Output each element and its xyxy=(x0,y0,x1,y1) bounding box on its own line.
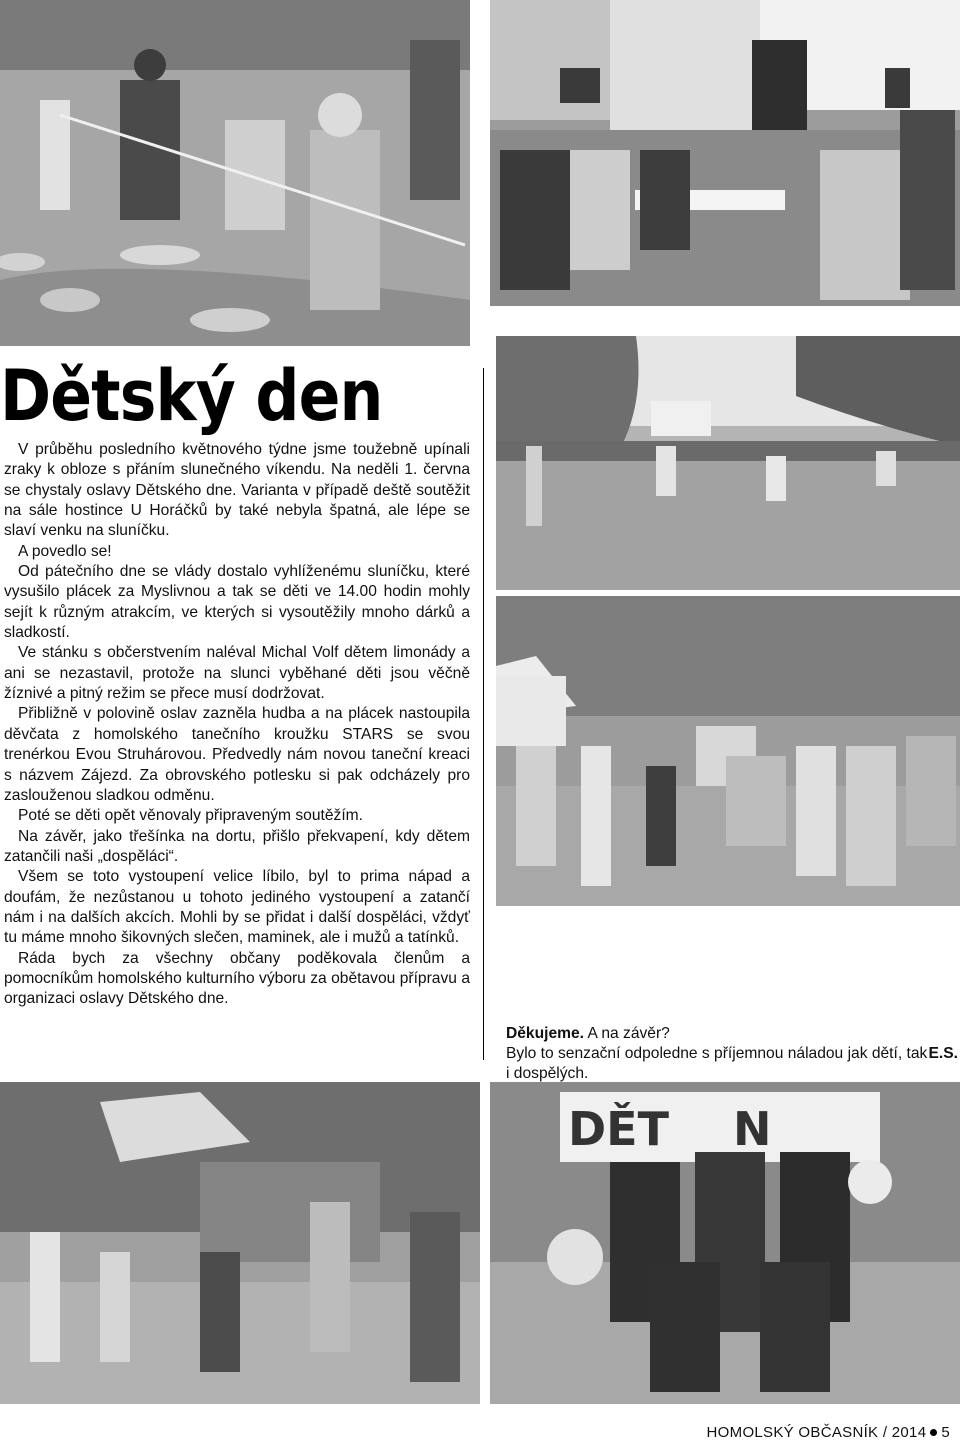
article-paragraph: Na závěr, jako třešínka na dortu, přišlo překvapení, kdy dětem zatančili naši „dospěláci“. xyxy=(4,827,470,865)
banner-text: DĚT N xyxy=(568,1102,772,1156)
article-paragraph: Ve stánku s občerstvením naléval Michal Volf dětem limonády a ani se nezastavil, protože na slunci vyběhané děti jsou věčně žíznivé a pitný režim se přece musí dodržovat. xyxy=(4,644,470,703)
caption-line2: Bylo to senzační odpoledne s příjemnou náladou jak dětí, tak i dospělých. xyxy=(506,1045,928,1082)
article-paragraph: Všem se toto vystoupení velice líbilo, byl to prima nápad a doufám, že nezůstanou u tohoto jediného vystoupení a zatančí nám i na dalších akcích. Mohli by se přidat i další dospěláci, vždyť tu máme mnoho šikovných slečen, maminek, ale i mužů a tatínků. xyxy=(4,868,470,947)
article-paragraph: Ráda bych za všechny občany poděkovala členům a pomocníkům homolského kulturního výboru za obětavou přípravu a organizaci oslavy Dětského dne. xyxy=(4,949,470,1008)
photo-crowd xyxy=(0,1082,480,1404)
page-number: 5 xyxy=(941,1424,950,1441)
photo-fishing xyxy=(0,0,470,346)
photo-table xyxy=(490,0,960,306)
bullet-icon xyxy=(930,1429,937,1436)
caption-bold: Děkujeme. xyxy=(506,1025,585,1042)
article-paragraph: Poté se děti opět věnovaly připraveným soutěžím. xyxy=(18,807,363,825)
photo-dance xyxy=(496,596,960,906)
article-paragraph: V průběhu posledního květnového týdne jsme toužebně upínali zraky k obloze s přáním slunečného víkendu. Na neděli 1. června se chystaly oslavy Dětského dne. Varianta v případě deště soutěžit na sále hostince U Horáčků by také nebyla špatná, ale lépe se slaví venku na sluníčku. xyxy=(4,441,470,540)
page-title: Dětský den xyxy=(0,355,383,437)
page-footer xyxy=(707,1424,950,1441)
photo-caption xyxy=(492,1024,958,1084)
article-paragraph: Od pátečního dne se vlády dostalo vyhlíženému sluníčku, které vysušilo plácek za Myslivnou a tak se děti ve 14.00 hodin mohly sejít k různým atrakcím, ve kterých si vysoutěžily mnoho dárků a sladkostí. xyxy=(4,563,470,642)
photo-adults xyxy=(490,1082,960,1404)
article-paragraph: A povedlo se! xyxy=(18,542,112,560)
issue-year: 2014 xyxy=(891,1424,927,1441)
article-paragraph: Přibližně v polovině oslav zazněla hudba a na plácek nastoupila děvčata z homolského tanečního kroužku STARS se svou trenérkou Evou Struhárovou. Předvedly nám novou taneční kreaci s názvem Zájezd. Za obrovského potlesku si pak odcházely pro zaslouženou sladkou odměnu. xyxy=(4,705,470,804)
caption-line1: A na závěr? xyxy=(584,1025,670,1042)
column-divider xyxy=(483,368,484,1060)
author-signature: E.S. xyxy=(928,1045,958,1062)
publication-name: HOMOLSKÝ OBČASNÍK / xyxy=(706,1424,888,1441)
article-body xyxy=(4,440,470,1010)
photo-field xyxy=(496,336,960,590)
